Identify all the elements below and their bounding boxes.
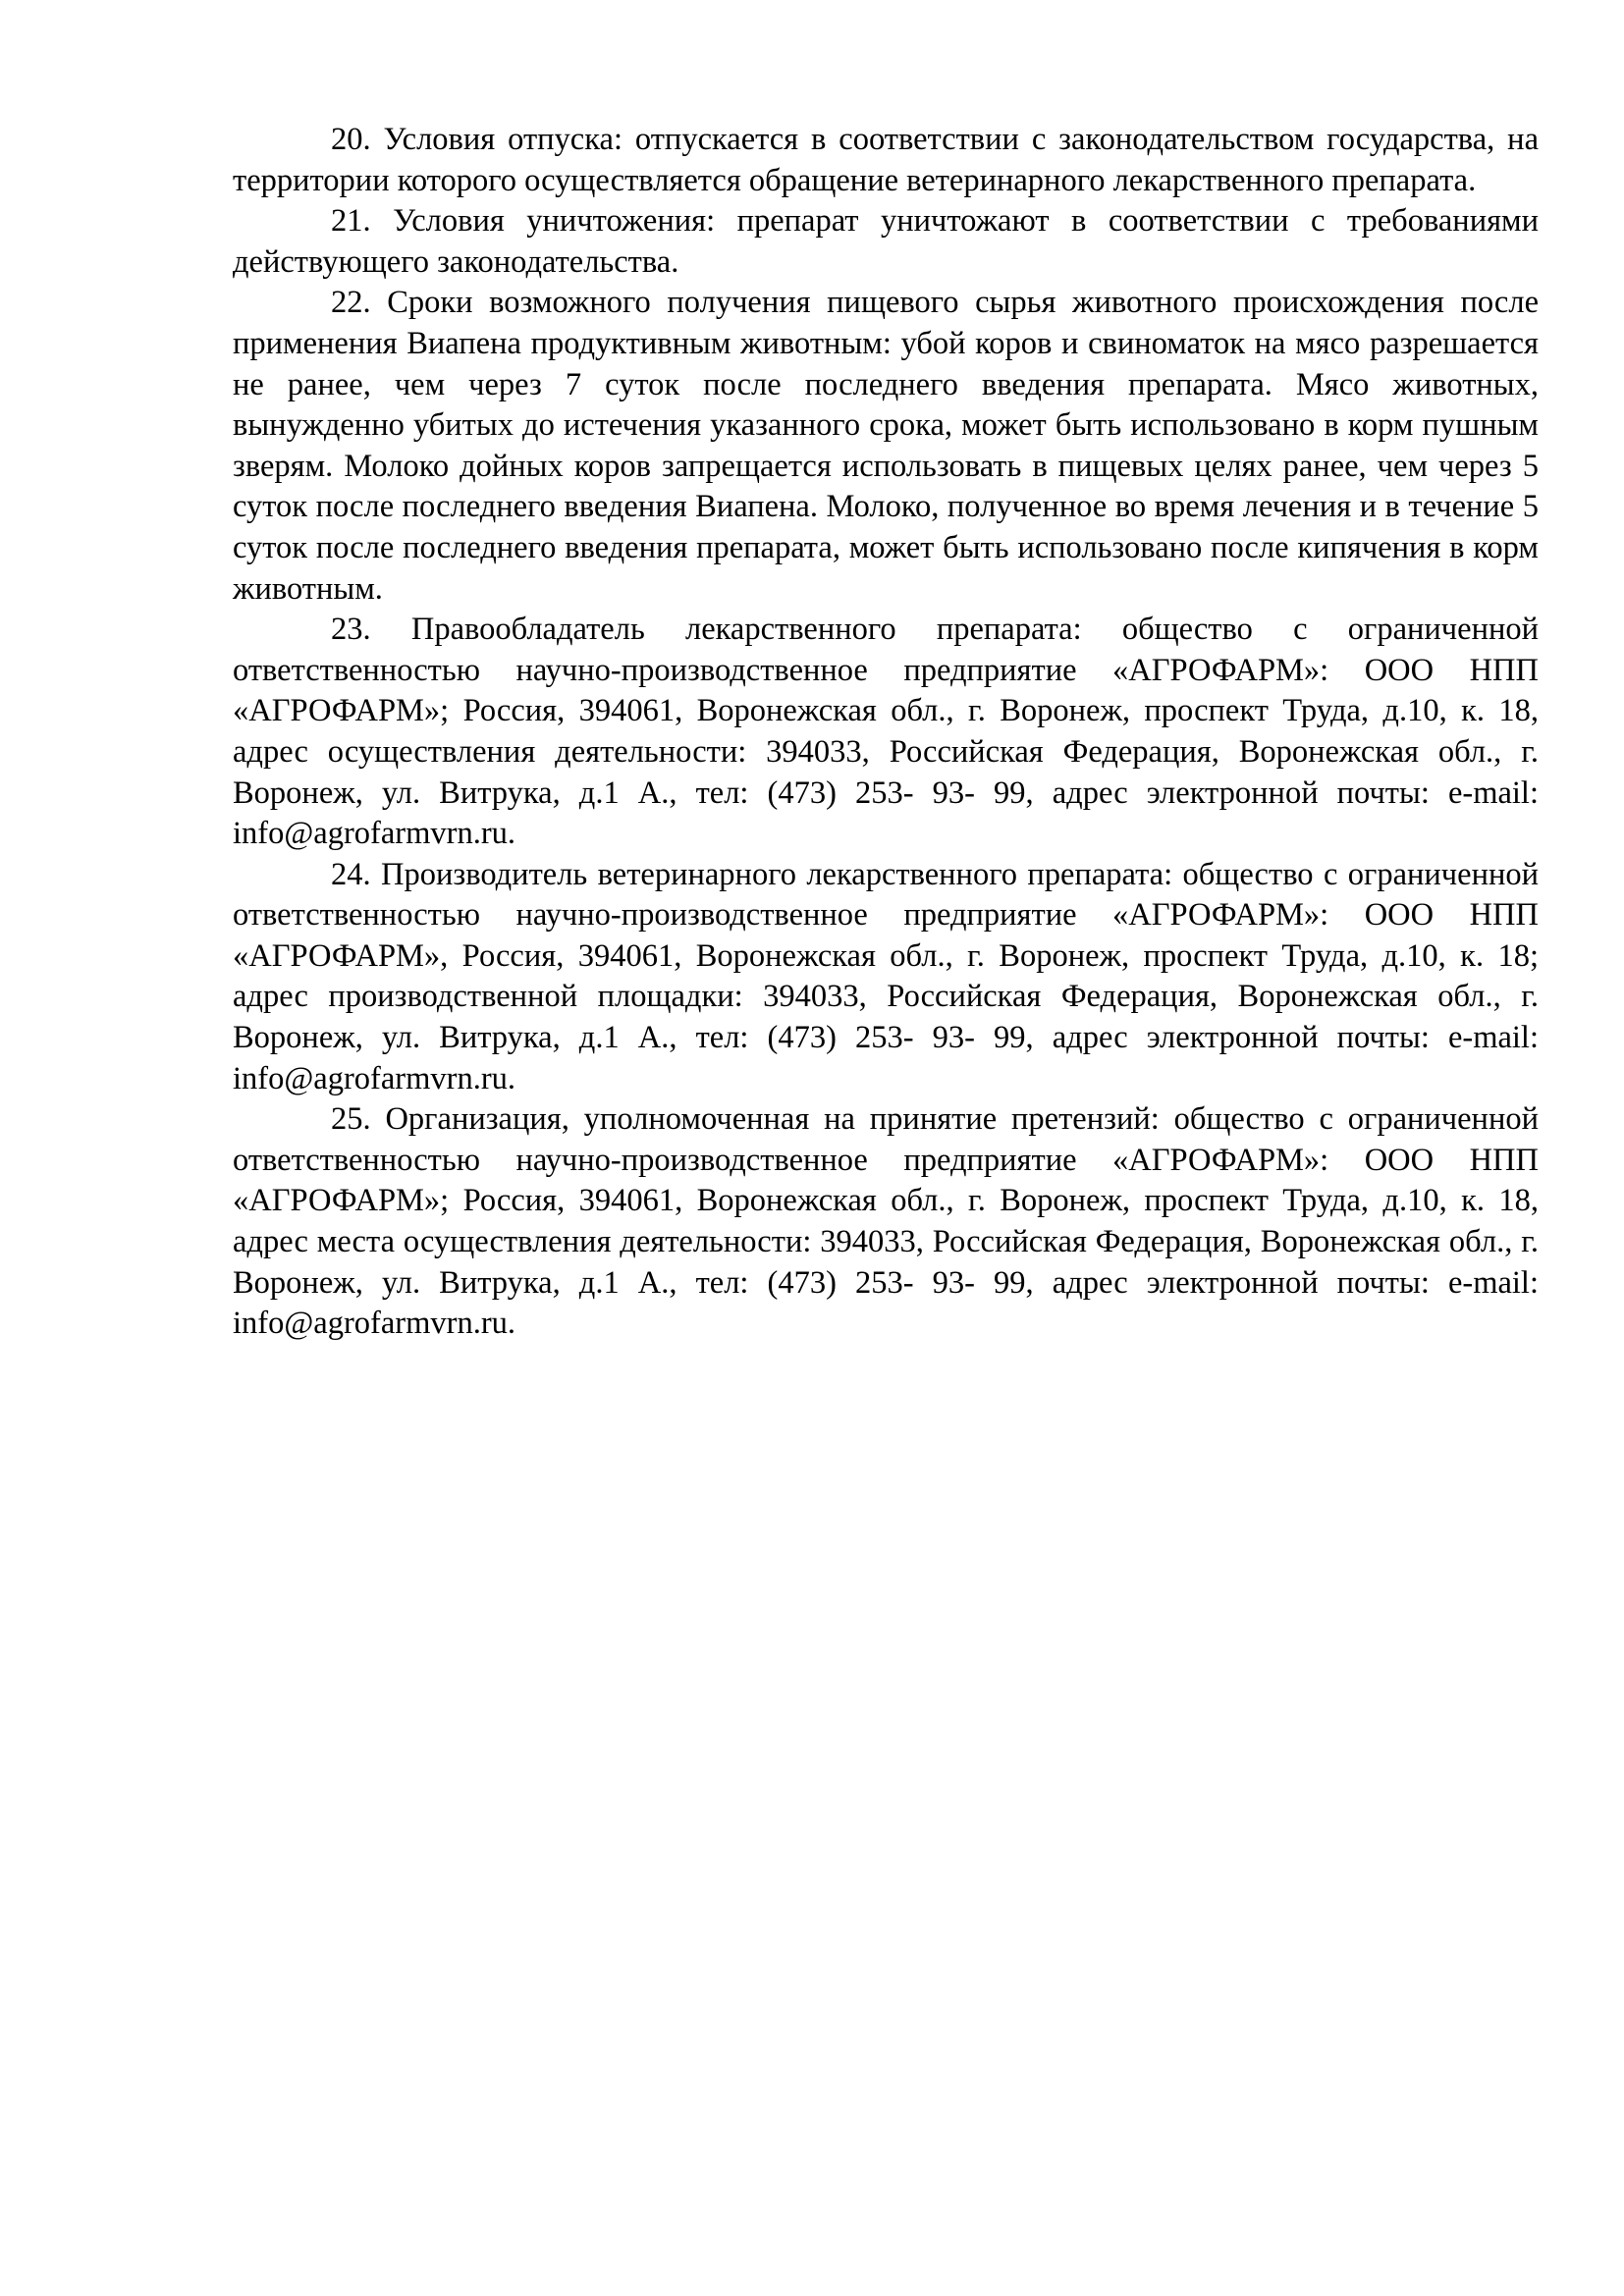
paragraph-21-disposal-conditions: 21. Условия уничтожения: препарат уничтожают в соответствии с требованиями действующего законодательства.	[233, 203, 1539, 280]
paragraph-23-rights-holder: 23. Правообладатель лекарственного препарата: общество с ограниченной ответственностью научно-производственное предприятие «АГРОФАРМ»: ООО НПП «АГРОФАРМ»; Россия, 394061, Воронежская обл., г. Воронеж, проспект Труда, д.10, к. 18, адрес осуществления деятельности: 394033, Российская Федерация, Воронежская обл., г. Воронеж, ул. Витрука, д.1 А., тел: (473) 253- 93- 99, адрес электронной почты: e-mail: info@agrofarmvrn.ru.	[233, 612, 1539, 852]
paragraph-20-release-conditions: 20. Условия отпуска: отпускается в соответствии с законодательством государства, на территории которого осуществляется обращение ветеринарного лекарственного препарата.	[233, 122, 1539, 198]
document-body	[233, 120, 1539, 1345]
paragraph-22-withdrawal-periods: 22. Сроки возможного получения пищевого сырья животного происхождения после применения Виапена продуктивным животным: убой коров и свиноматок на мясо разрешается не ранее, чем через 7 суток после последнего введения препарата. Мясо животных, вынужденно убитых до истечения указанного срока, может быть использовано в корм пушным зверям. Молоко дойных коров запрещается использовать в пищевых целях ранее, чем через 5 суток после последнего введения Виапена. Молоко, полученное во время лечения и в течение 5 суток после последнего введения препарата, может быть использовано после кипячения в корм животным.	[233, 285, 1539, 607]
paragraph-24-manufacturer: 24. Производитель ветеринарного лекарственного препарата: общество с ограниченной ответственностью научно-производственное предприятие «АГРОФАРМ»: ООО НПП «АГРОФАРМ», Россия, 394061, Воронежская обл., г. Воронеж, проспект Труда, д.10, к. 18; адрес производственной площадки: 394033, Российская Федерация, Воронежская обл., г. Воронеж, ул. Витрука, д.1 А., тел: (473) 253- 93- 99, адрес электронной почты: e-mail: info@agrofarmvrn.ru.	[233, 856, 1539, 1096]
paragraph-25-claims-organization: 25. Организация, уполномоченная на принятие претензий: общество с ограниченной ответственностью научно-производственное предприятие «АГРОФАРМ»: ООО НПП «АГРОФАРМ»; Россия, 394061, Воронежская обл., г. Воронеж, проспект Труда, д.10, к. 18, адрес места осуществления деятельности: 394033, Российская Федерация, Воронежская обл., г. Воронеж, ул. Витрука, д.1 А., тел: (473) 253- 93- 99, адрес электронной почты: e-mail: info@agrofarmvrn.ru.	[233, 1101, 1539, 1342]
